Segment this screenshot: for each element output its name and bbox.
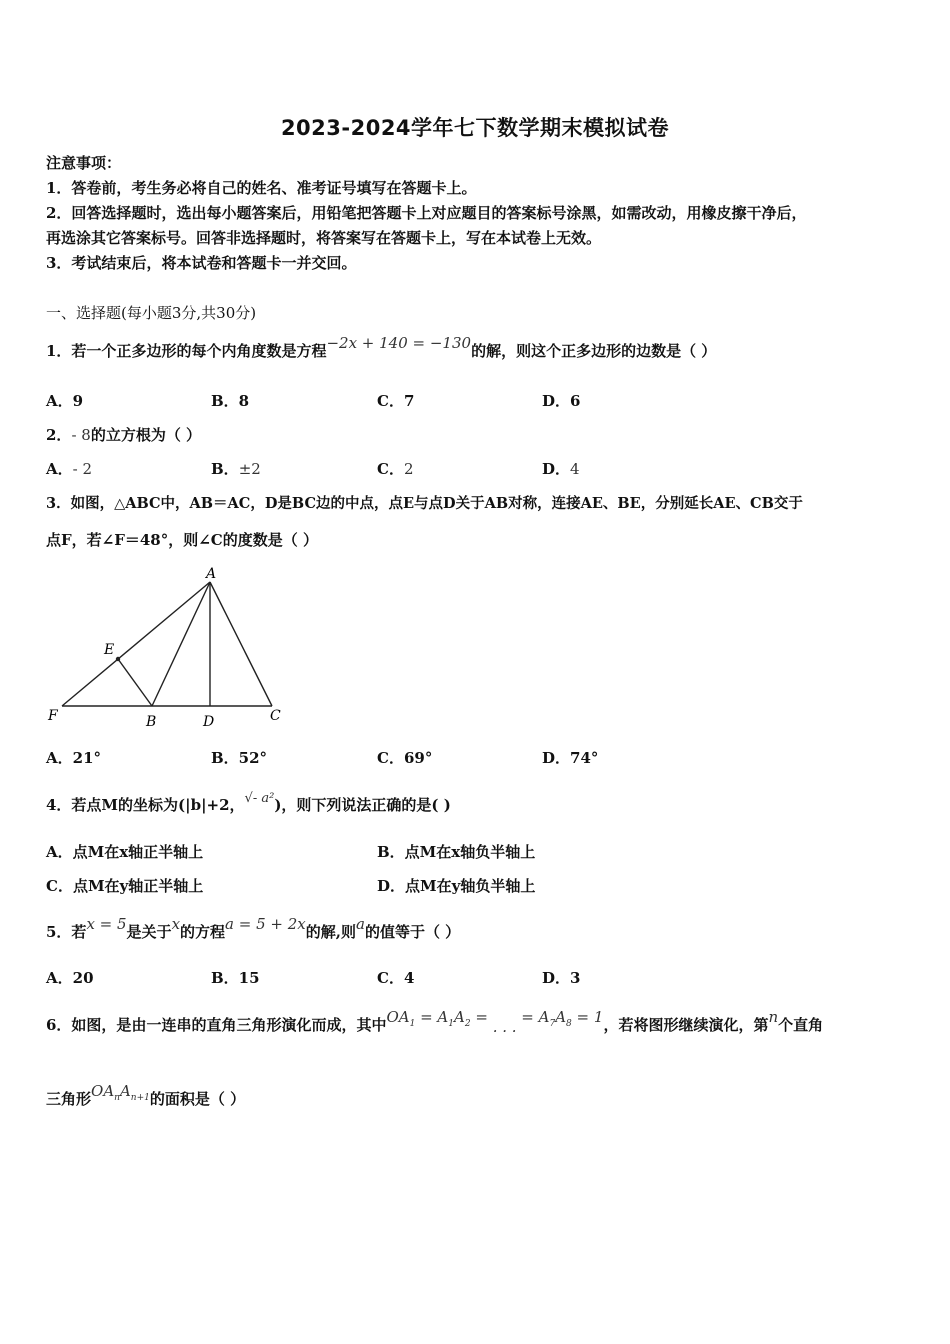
q2-option-b: B．±2: [211, 460, 261, 478]
q6-text-3: 个直角: [778, 1016, 824, 1034]
question-2-text: 的立方根为（ ）: [90, 426, 202, 444]
q1-option-a: A．9: [46, 392, 84, 410]
question-2-formula: - 8: [71, 426, 91, 444]
section-heading: 一、选择题(每小题3分,共30分): [46, 304, 257, 322]
notice-heading: 注意事项：: [46, 154, 122, 172]
q5-option-c: C．4: [377, 969, 415, 987]
label-E: E: [104, 642, 115, 658]
q5-option-b: B．15: [211, 969, 260, 987]
q6-text-5: 的面积是（ ）: [149, 1090, 246, 1108]
q4-option-d: D．点M在y轴负半轴上: [377, 877, 536, 895]
q6-text-4: 三角形: [46, 1090, 92, 1108]
triangle-figure: [44, 564, 294, 734]
label-C: C: [270, 708, 281, 724]
point-E-dot: [116, 657, 120, 661]
q5-text-2: 是关于: [126, 923, 172, 941]
q3-option-c: C．69°: [377, 749, 433, 767]
q3-option-a: A．21°: [46, 749, 102, 767]
q5-option-d: D．3: [542, 969, 581, 987]
q1-option-c: C．7: [377, 392, 415, 410]
q5-formula-var: x: [171, 915, 181, 933]
q4-option-c: C．点M在y轴正半轴上: [46, 877, 204, 895]
q2-option-c: C．2: [377, 460, 414, 478]
question-1-text: 1．若一个正多边形的每个内角度数是方程: [46, 342, 327, 360]
label-B: B: [146, 714, 157, 730]
q5-text-3: 的方程: [180, 923, 226, 941]
label-F: F: [48, 708, 58, 724]
question-2: [46, 424, 201, 445]
question-4-formula: √- a²: [244, 791, 275, 806]
page-title: 2023-2024学年七下数学期末模拟试卷: [280, 116, 670, 140]
question-6-line-1: [46, 1008, 824, 1037]
q1-option-b: B．8: [211, 392, 250, 410]
q6-text-2: ，若将图形继续演化，第: [603, 1016, 769, 1034]
segment-AB: [152, 582, 210, 706]
question-1: [46, 334, 717, 361]
question-3-line-1: 3．如图，△ABC中，AB＝AC，D是BC边的中点，点E与点D关于AB对称，连接AE、BE，分别延长AE、CB交于: [46, 495, 803, 512]
q5-formula-a: a: [355, 915, 365, 933]
q5-formula-equation: a = 5 + 2x: [225, 915, 306, 933]
q4-option-b: B．点M在x轴负半轴上: [377, 843, 536, 861]
q5-formula-x: x = 5: [86, 915, 127, 933]
q6-formula-n: n: [768, 1008, 779, 1026]
label-A: A: [206, 566, 217, 582]
question-2-number: 2．: [46, 426, 72, 444]
segment-EB: [118, 659, 152, 706]
q4-option-a: A．点M在x轴正半轴上: [46, 843, 204, 861]
segment-AC: [210, 582, 272, 706]
question-1-formula: −2x + 140 = −130: [326, 334, 472, 352]
label-D: D: [203, 714, 215, 730]
segment-FA: [62, 582, 210, 706]
question-4: [46, 791, 451, 815]
question-5: [46, 915, 461, 942]
q2-option-a: A．- 2: [46, 460, 93, 478]
notice-item-2-cont: 再选涂其它答案标号。回答非选择题时，将答案写在答题卡上，写在本试卷上无效。: [46, 229, 602, 247]
q6-formula: $OA_1 = A_1A_2$ = . . . = $A_7A_8 = 1$: [386, 1008, 604, 1036]
q5-option-a: A．20: [46, 969, 94, 987]
q6-formula-triangle: $OA_nA_{n+1}$: [91, 1082, 150, 1103]
q5-text-1: 5．若: [46, 923, 87, 941]
q5-text-4: 的解,则: [305, 923, 356, 941]
q1-option-d: D．6: [542, 392, 581, 410]
notice-item-1: 1．答卷前，考生务必将自己的姓名、准考证号填写在答题卡上。: [46, 179, 477, 197]
notice-item-2: 2．回答选择题时，选出每小题答案后，用铅笔把答题卡上对应题目的答案标号涂黑，如需改动，用橡皮擦干净后，: [46, 204, 807, 222]
question-6-line-2: [46, 1082, 246, 1111]
notice-item-3: 3．考试结束后，将本试卷和答题卡一并交回。: [46, 254, 357, 272]
question-3-line-2: 点F，若∠F＝48°，则∠C的度数是（ ）: [46, 531, 318, 549]
q5-text-5: 的值等于（ ）: [364, 923, 461, 941]
question-1-text-end: 的解，则这个正多边形的边数是（ ）: [471, 342, 717, 360]
q6-text-1: 6．如图，是由一连串的直角三角形演化而成，其中: [46, 1016, 387, 1034]
question-4-text: 4．若点M的坐标为(|b|+2，: [46, 796, 245, 814]
question-4-text-end: )，则下列说法正确的是( ): [274, 796, 451, 814]
q3-option-b: B．52°: [211, 749, 268, 767]
q3-option-d: D．74°: [542, 749, 599, 767]
q2-option-d: D．4: [542, 460, 580, 478]
